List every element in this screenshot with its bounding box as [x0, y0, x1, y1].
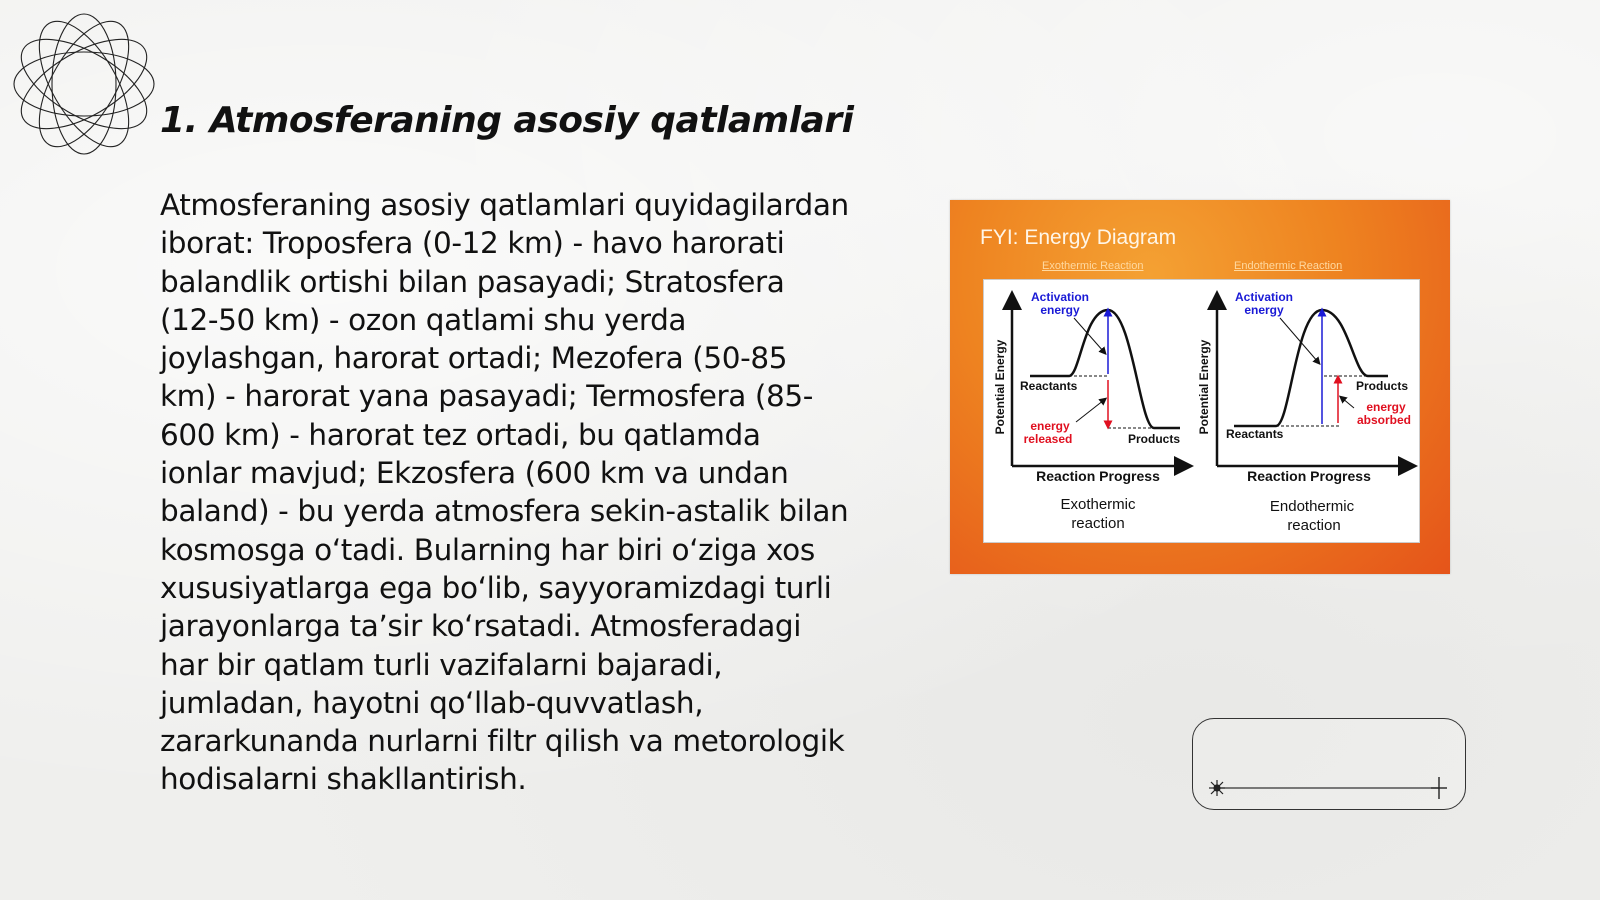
exo-energy-label-2: released [1023, 432, 1073, 446]
endo-products-label: Products [1356, 379, 1409, 393]
spirograph-rosette-icon [10, 10, 158, 158]
exo-energy-label: energy [1030, 419, 1070, 433]
figure-subtitle-endothermic: Endothermic Reaction [1234, 260, 1343, 272]
energy-diagram-figure [950, 200, 1450, 574]
endo-activation-label: Activation [1234, 290, 1294, 304]
exothermic-diagram [993, 290, 1184, 532]
endo-x-label: Reaction Progress [1247, 468, 1371, 484]
endo-y-label: Potential Energy [1197, 339, 1211, 435]
endo-activation-label-2: energy [1244, 303, 1284, 317]
exo-caption-2: reaction [1071, 515, 1125, 532]
exo-activation-label-2: energy [1040, 303, 1080, 317]
exo-x-label: Reaction Progress [1036, 468, 1160, 484]
exo-activation-label: Activation [1030, 290, 1090, 304]
sun-icon [1209, 780, 1225, 796]
endo-energy-curve [1234, 310, 1388, 426]
exo-caption: Exothermic [1060, 496, 1136, 513]
exo-products-label: Products [1128, 432, 1181, 446]
decorative-slider-frame [1192, 718, 1466, 810]
exo-energy-curve [1030, 310, 1180, 428]
endo-caption-2: reaction [1287, 517, 1341, 534]
endo-energy-label-2: absorbed [1356, 413, 1412, 427]
exo-reactants-label: Reactants [1020, 379, 1078, 393]
slide-title: 1. Atmosferaning asosiy qatlamlari [160, 100, 854, 141]
endothermic-diagram [1197, 290, 1411, 534]
endo-energy-label: energy [1366, 400, 1406, 414]
sparkle-icon [1431, 777, 1447, 799]
figure-title: FYI: Energy Diagram [980, 226, 1177, 249]
slide-body-text: Atmosferaning asosiy qatlamlari quyidagilardan iborat: Troposfera (0-12 km) - havo harorati balandlik ortishi bilan pasayadi; Stratosfera (12-50 km) - ozon qatlami shu yerda joylashgan, harorat ortadi; Mezofera (50-85 km) - harorat yana pasayadi; Termosfera (85-600 km) - harorat tez ortadi, bu qatlamda ionlar mavjud; Ekzosfera (600 km va undan baland) - bu yerda atmosfera sekin-astalik bilan kosmosga o‘tadi. Bularning har biri o‘ziga xos xususiyatlarga ega bo‘lib, sayyoramizdagi turli jarayonlarga ta’sir ko‘rsatadi. Atmosferadagi har bir qatlam turli vazifalarni bajaradi, jumladan, hayotni qo‘llab-quvvatlash, zararkunanda nurlarni filtr qilish va metorologik hodisalarni shakllantirish. [160, 188, 849, 797]
endo-caption: Endothermic [1269, 498, 1355, 515]
endo-reactants-label: Reactants [1226, 427, 1284, 441]
figure-subtitle-exothermic: Exothermic Reaction [1042, 260, 1144, 272]
energy-diagram-panel [983, 279, 1420, 543]
exo-y-label: Potential Energy [993, 339, 1007, 435]
